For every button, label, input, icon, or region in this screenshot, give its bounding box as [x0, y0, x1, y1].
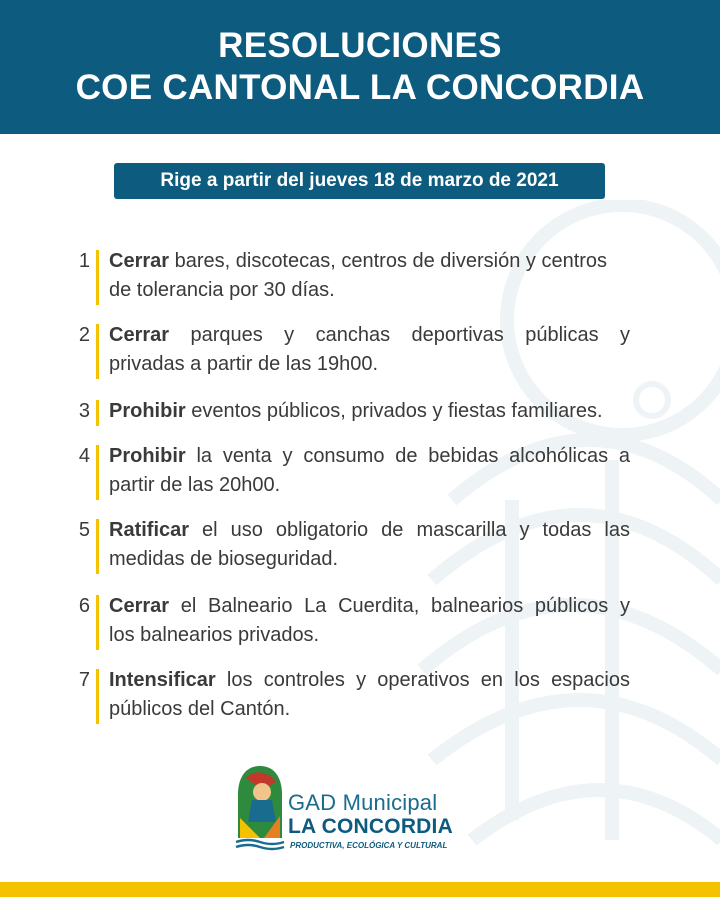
item-number: 7	[78, 669, 90, 691]
item-divider	[96, 595, 99, 650]
item-verb: Cerrar	[109, 324, 170, 346]
item-verb: Cerrar	[109, 250, 170, 272]
item-text	[109, 442, 630, 500]
item-verb: Ratificar	[109, 519, 190, 541]
item-divider	[96, 669, 99, 724]
title-line-2: COE CANTONAL LA CONCORDIA	[75, 68, 645, 107]
item-line-1: eventos públicos, privados y fiestas familiares.	[185, 400, 603, 422]
list-item	[70, 247, 630, 305]
title-line-1: RESOLUCIONES	[218, 26, 502, 65]
item-line-2: públicos del Cantón.	[109, 698, 291, 720]
logo-name: LA CONCORDIA	[288, 815, 453, 838]
item-line-2: de tolerancia por 30 días.	[109, 279, 335, 301]
item-text	[109, 321, 630, 379]
item-verb: Cerrar	[109, 595, 170, 617]
list-item	[70, 442, 630, 500]
effective-date-banner: Rige a partir del jueves 18 de marzo de 2021	[114, 163, 605, 199]
item-divider	[96, 519, 99, 574]
item-text	[109, 666, 630, 724]
list-item	[70, 321, 630, 379]
item-text	[109, 247, 630, 305]
list-item	[70, 666, 630, 724]
item-text	[109, 592, 630, 650]
item-line-1: el uso obligatorio de mascarilla y todas las	[189, 519, 630, 541]
item-number: 6	[78, 595, 90, 617]
item-line-1: el Balneario La Cuerdita, balnearios públicos y	[169, 595, 630, 617]
header-banner	[0, 0, 720, 134]
item-number: 2	[78, 324, 90, 346]
list-item	[70, 397, 630, 426]
item-text	[109, 516, 630, 574]
item-verb: Prohibir	[109, 400, 186, 422]
item-line-1: la venta y consumo de bebidas alcohólicas a	[185, 445, 630, 467]
item-line-2: los balnearios privados.	[109, 624, 320, 646]
list-item	[70, 592, 630, 650]
item-line-2: medidas de bioseguridad.	[109, 548, 339, 570]
item-line-1: bares, discotecas, centros de diversión y centros	[169, 250, 608, 272]
item-text	[109, 397, 630, 426]
item-divider	[96, 445, 99, 500]
item-number: 4	[78, 445, 90, 467]
item-number: 3	[78, 400, 90, 422]
item-number: 5	[78, 519, 90, 541]
item-line-1: los controles y operativos en los espacios	[215, 669, 630, 691]
item-verb: Intensificar	[109, 669, 216, 691]
item-number: 1	[78, 250, 90, 272]
item-line-1: parques y canchas deportivas públicas y	[169, 324, 630, 346]
item-line-2: privadas a partir de las 19h00.	[109, 353, 379, 375]
item-divider	[96, 400, 99, 426]
logo-tagline: PRODUCTIVA, ECOLÓGICA Y CULTURAL	[290, 841, 448, 850]
item-divider	[96, 250, 99, 305]
item-line-2: partir de las 20h00.	[109, 474, 281, 496]
footer-stripe	[0, 882, 720, 897]
item-divider	[96, 324, 99, 379]
item-verb: Prohibir	[109, 445, 186, 467]
list-item	[70, 516, 630, 574]
logo-title: GAD Municipal	[288, 790, 438, 815]
